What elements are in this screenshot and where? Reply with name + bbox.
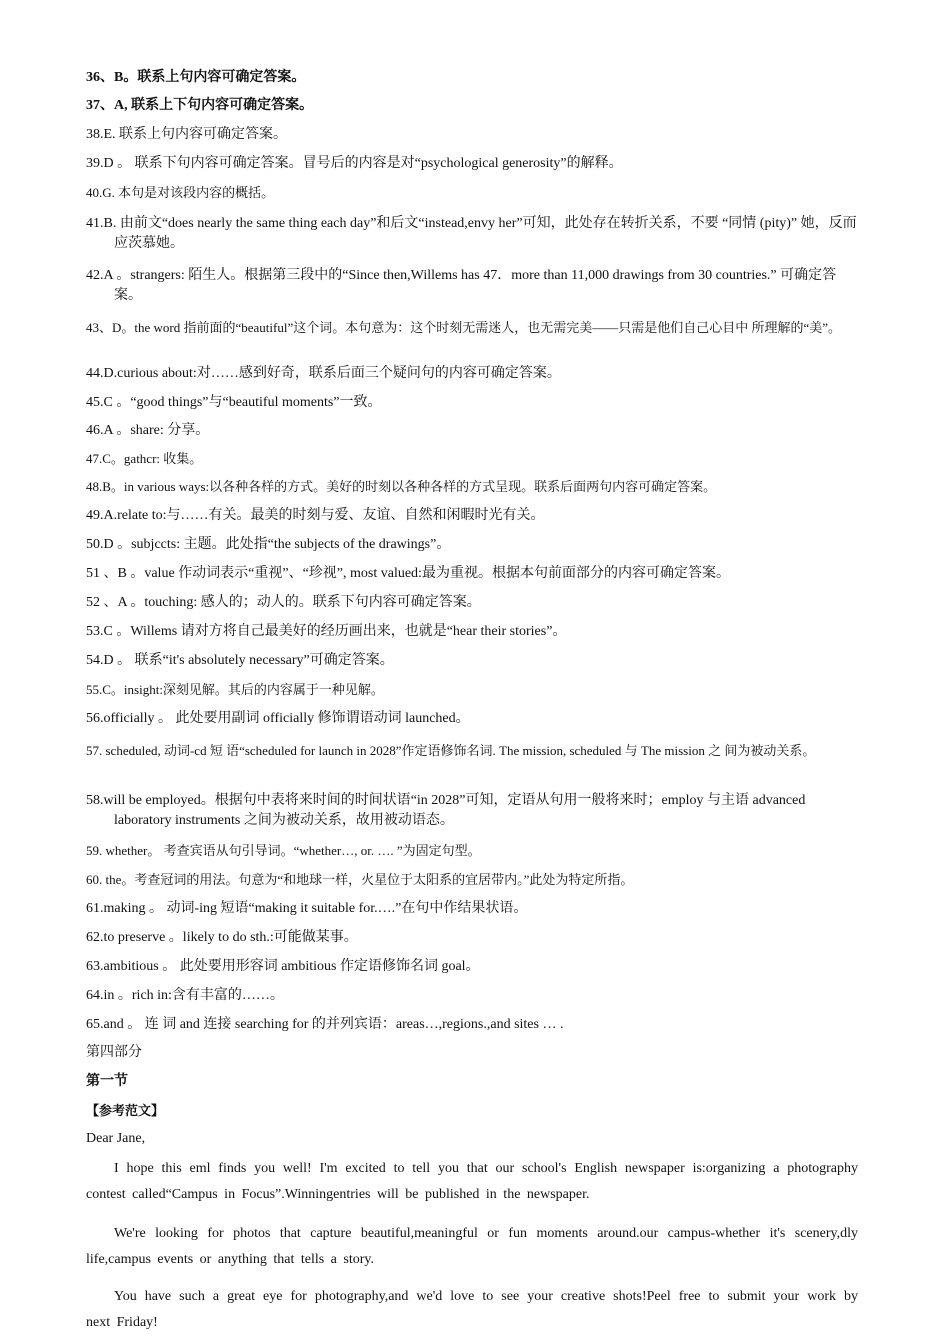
answer-41: 41.B. 由前文“does nearly the same thing each day”和后文“instead,envy her”可知，此处存在转折关系，不要 “同情 (pity)” 她，反而应茨慕她。 [86,216,857,251]
answer-57: 57. scheduled, 动词-cd 短 语“scheduled for launch in 2028”作定语修饰名词. The mission, scheduled 与 The mission 之 间为被动关系。 [86,743,816,758]
answer-58: 58.will be employed。根据句中表将来时间的时间状语“in 2028”可知，定语从句用一般将来时；employ 与主语 advanced laboratory instruments 之间为被动关系，故用被动语态。 [86,793,806,828]
model-essay-tag: 【参考范文】 [86,1103,165,1118]
answer-45: 45.C 。“good things”与“beautiful moments”一致。 [86,395,382,410]
letter-greeting: Dear Jane, [86,1131,146,1146]
answer-37: 37、A, 联系上下句内容可确定答案。 [86,98,314,113]
answer-39: 39.D 。 联系下句内容可确定答案。冒号后的内容是对“psychological generosity”的解释。 [86,156,623,171]
answer-44: 44.D.curious about:对……感到好奇，联系后面三个疑问句的内容可确定答案。 [86,366,561,381]
answer-50: 50.D 。subjccts: 主题。此处指“the subjects of the drawings”。 [86,537,451,552]
subsection-heading: 第一节 [86,1074,128,1089]
answer-46: 46.A 。share: 分享。 [86,423,210,438]
answer-54: 54.D 。 联系“it's absolutely necessary”可确定答案。 [86,653,394,668]
letter-paragraph: We're looking for photos that capture beautiful,meaningful or fun moments around.our campus-whether it's scenery,dly life,campus events or anything that tells a story. [86,1226,858,1267]
letter-paragraph: I hope this eml finds you well! I'm excited to tell you that our school's English newspaper is:organizing a photography contest called“Campus in Focus”.Winningentries will be published in the newspaper. [86,1161,858,1202]
answer-40: 40.G. 本句是对该段内容的概括。 [86,185,275,200]
answer-47: 47.C。gathcr: 收集。 [86,451,203,466]
answer-48: 48.B。in various ways:以各种各样的方式。美好的时刻以各种各样的方式呈现。联系后面两句内容可确定答案。 [86,479,717,494]
answer-51: 51 、B 。value 作动词表示“重视”、“珍视”, most valued:最为重视。根据本句前面部分的内容可确定答案。 [86,566,730,581]
answer-42: 42.A 。strangers: 陌生人。根据第三段中的“Since then,Willems has 47．more than 11,000 drawings from 30 countries.” 可确定答案。 [86,268,837,303]
answer-63: 63.ambitious 。 此处要用形容词 ambitious 作定语修饰名词 goal。 [86,959,480,974]
answer-53: 53.C 。Willems 请对方将自己最美好的经历画出来，也就是“hear their stories”。 [86,624,567,639]
answer-62: 62.to preserve 。likely to do sth.:可能做某事。 [86,930,358,945]
answer-36: 36、B。联系上句内容可确定答案。 [86,70,306,85]
answer-61: 61.making 。 动词-ing 短语“making it suitable for.….”在句中作结果状语。 [86,901,528,916]
answer-49: 49.A.relate to:与……有关。最美的时刻与爱、友谊、自然和闲暇时光有关。 [86,508,545,523]
answer-43: 43、D。the word 指前面的“beautiful”这个词。本句意为：这个时刻无需迷人，也无需完美——只需是他们自己心目中 所理解的“美”。 [86,320,842,335]
letter-paragraph: You have such a great eye for photography,and we'd love to see your creative shots!Peel free to submit your work by next Friday! [86,1289,858,1330]
answer-60: 60. the。考查冠词的用法。句意为“和地球一样，火星位于太阳系的宜居带内。”此处为特定所指。 [86,872,634,887]
answer-52: 52 、A 。touching: 感人的；动人的。联系下句内容可确定答案。 [86,595,481,610]
answer-64: 64.in 。rich in:含有丰富的……。 [86,988,284,1003]
answer-59: 59. whether。 考查宾语从句引导词。“whether…, or. …. ”为固定句型。 [86,843,481,858]
answer-38: 38.E. 联系上句内容可确定答案。 [86,127,288,142]
section-heading: 第四部分 [86,1045,142,1060]
answer-65: 65.and 。 连 词 and 连接 searching for 的并列宾语：areas…,regions.,and sites … . [86,1017,564,1032]
answer-55: 55.C。insight:深刻见解。其后的内容属于一种见解。 [86,682,384,697]
answer-56: 56.officially 。 此处要用副词 officially 修饰谓语动词 launched。 [86,711,470,726]
